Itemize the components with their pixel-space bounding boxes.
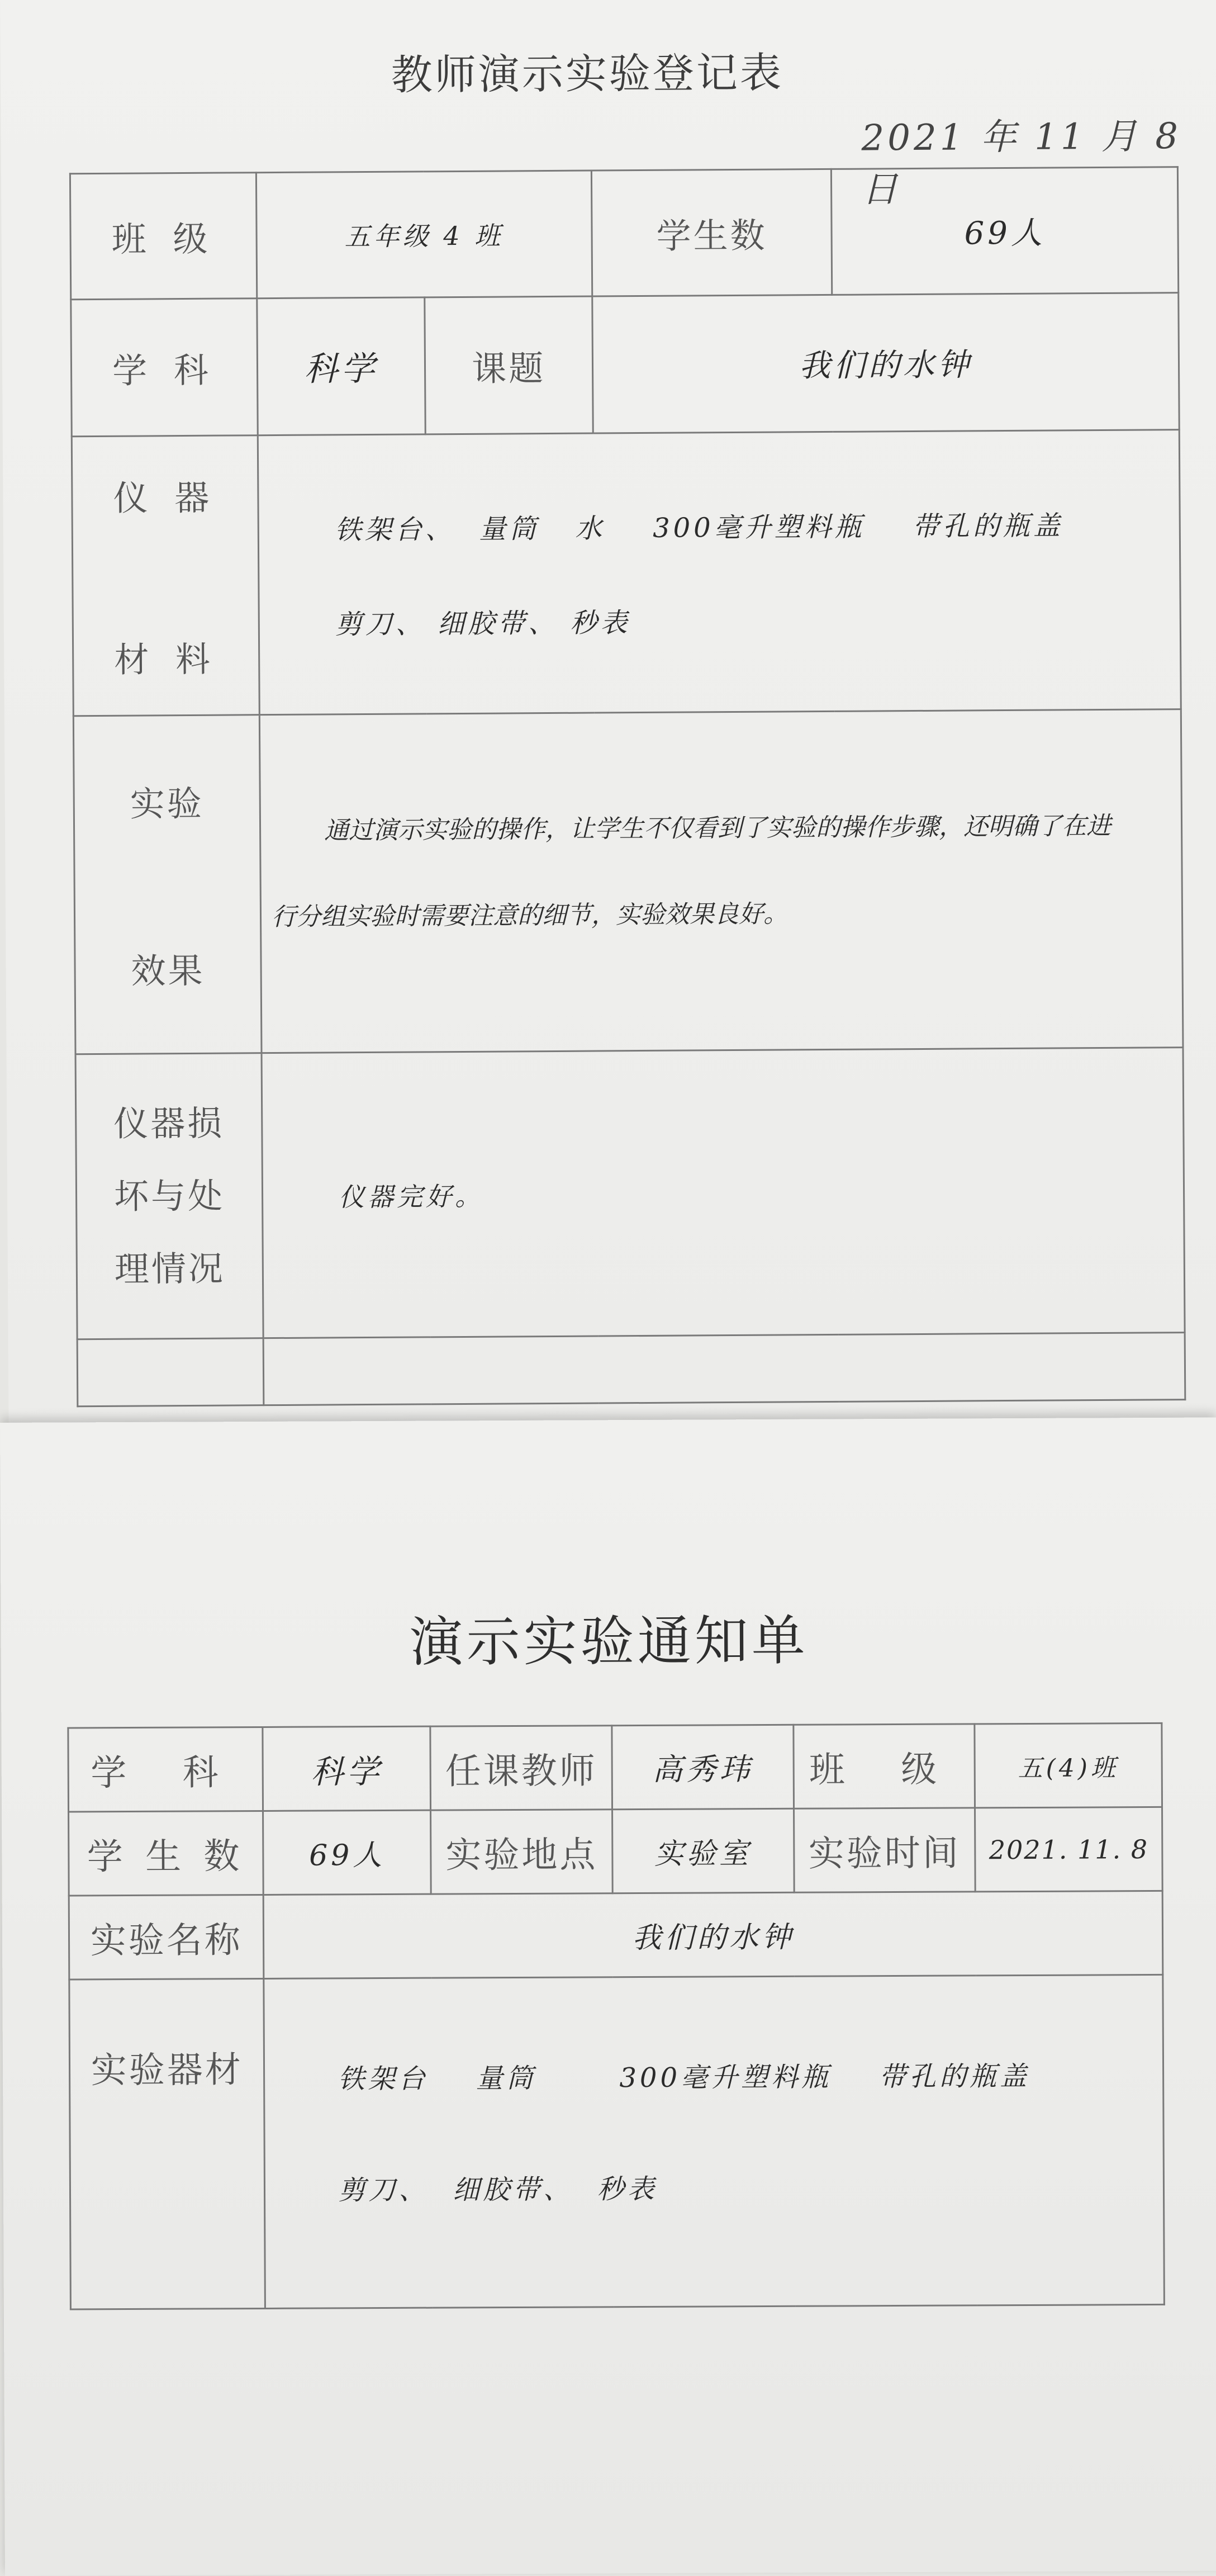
notice-teacher-label: 任课教师 (430, 1726, 612, 1810)
register-date: 2021 年 11 月 8 日 (861, 116, 1182, 211)
partial-cell-content (263, 1333, 1185, 1405)
notice-class-label: 班 级 (793, 1724, 975, 1808)
damage-label-line-2: 坏与处 (113, 1175, 225, 1217)
subject-value: 科学 (257, 297, 425, 435)
notice-location-value: 实验室 (612, 1808, 794, 1893)
notice-row-3 (69, 1891, 1163, 1980)
register-row-partial (77, 1333, 1185, 1407)
notice-row-2 (69, 1807, 1163, 1896)
damage-label (75, 1053, 263, 1339)
partial-cell-label (77, 1338, 264, 1407)
notice-row-1 (68, 1723, 1162, 1812)
notice-time-label: 实验时间 (794, 1808, 975, 1892)
equipment-label (72, 435, 259, 716)
effect-line-1: 通过演示实验的操作，让学生不仅看到了实验的操作步骤，还明确了在进 (324, 811, 1112, 845)
notice-class-value: 五(4)班 (975, 1723, 1162, 1807)
register-row-subject (71, 293, 1179, 437)
notice-name-label: 实验名称 (69, 1895, 264, 1980)
register-row-damage (75, 1048, 1185, 1339)
equipment-line-1: 铁架台、 量筒 水 300毫升塑料瓶 带孔的瓶盖 (334, 509, 1063, 546)
notice-equipment-label: 实验器材 (69, 1978, 265, 2309)
notice-equipment-line-2: 剪刀、 细胶带、 秒表 (338, 2173, 658, 2206)
students-value: 69人 (832, 167, 1179, 295)
register-title: 教师演示实验登记表 (391, 49, 784, 100)
notice-teacher-value: 高秀玮 (612, 1725, 794, 1809)
notice-table (67, 1722, 1165, 2310)
register-row-equipment (72, 430, 1181, 716)
effect-label (73, 715, 262, 1054)
damage-label-line-1: 仪器损 (113, 1102, 225, 1144)
register-row-effect (73, 709, 1183, 1054)
subject-label: 学 科 (71, 299, 258, 437)
topic-value: 我们的水钟 (592, 293, 1179, 433)
notice-time-value: 2021. 11. 8 (975, 1807, 1162, 1891)
equipment-content (258, 430, 1181, 715)
equipment-line-2: 剪刀、 细胶带、 秒表 (335, 607, 631, 640)
effect-label-line-1: 实验 (130, 783, 205, 825)
notice-subject-label: 学 科 (68, 1727, 263, 1812)
notice-subject-value: 科学 (263, 1726, 430, 1811)
notice-title: 演示实验通知单 (409, 1609, 809, 1674)
effect-content (259, 709, 1183, 1053)
topic-label: 课题 (425, 296, 593, 434)
equipment-label-line-2: 材 料 (114, 638, 218, 680)
damage-content (262, 1048, 1185, 1338)
notice-row-4 (69, 1974, 1165, 2309)
notice-equipment-content (264, 1974, 1164, 2308)
equipment-label-line-1: 仪 器 (113, 477, 217, 519)
notice-location-label: 实验地点 (431, 1810, 612, 1894)
notice-sheet (0, 1418, 1216, 2576)
notice-students-label: 学 生 数 (69, 1811, 264, 1896)
notice-students-value: 69人 (263, 1810, 431, 1895)
register-row-class (70, 167, 1178, 300)
notice-equipment-line-1: 铁架台 量筒 300毫升塑料瓶 带孔的瓶盖 (338, 2060, 1030, 2095)
register-table (69, 166, 1186, 1407)
damage-value: 仪器完好。 (338, 1181, 484, 1212)
students-label: 学生数 (591, 169, 832, 296)
notice-name-value: 我们的水钟 (264, 1891, 1163, 1978)
damage-label-line-3: 理情况 (114, 1248, 226, 1290)
class-label: 班 级 (70, 173, 256, 300)
effect-label-line-2: 效果 (131, 950, 205, 992)
class-value: 五年级 4 班 (256, 171, 592, 299)
effect-line-2: 行分组实验时需要注意的细节，实验效果良好。 (271, 899, 788, 932)
